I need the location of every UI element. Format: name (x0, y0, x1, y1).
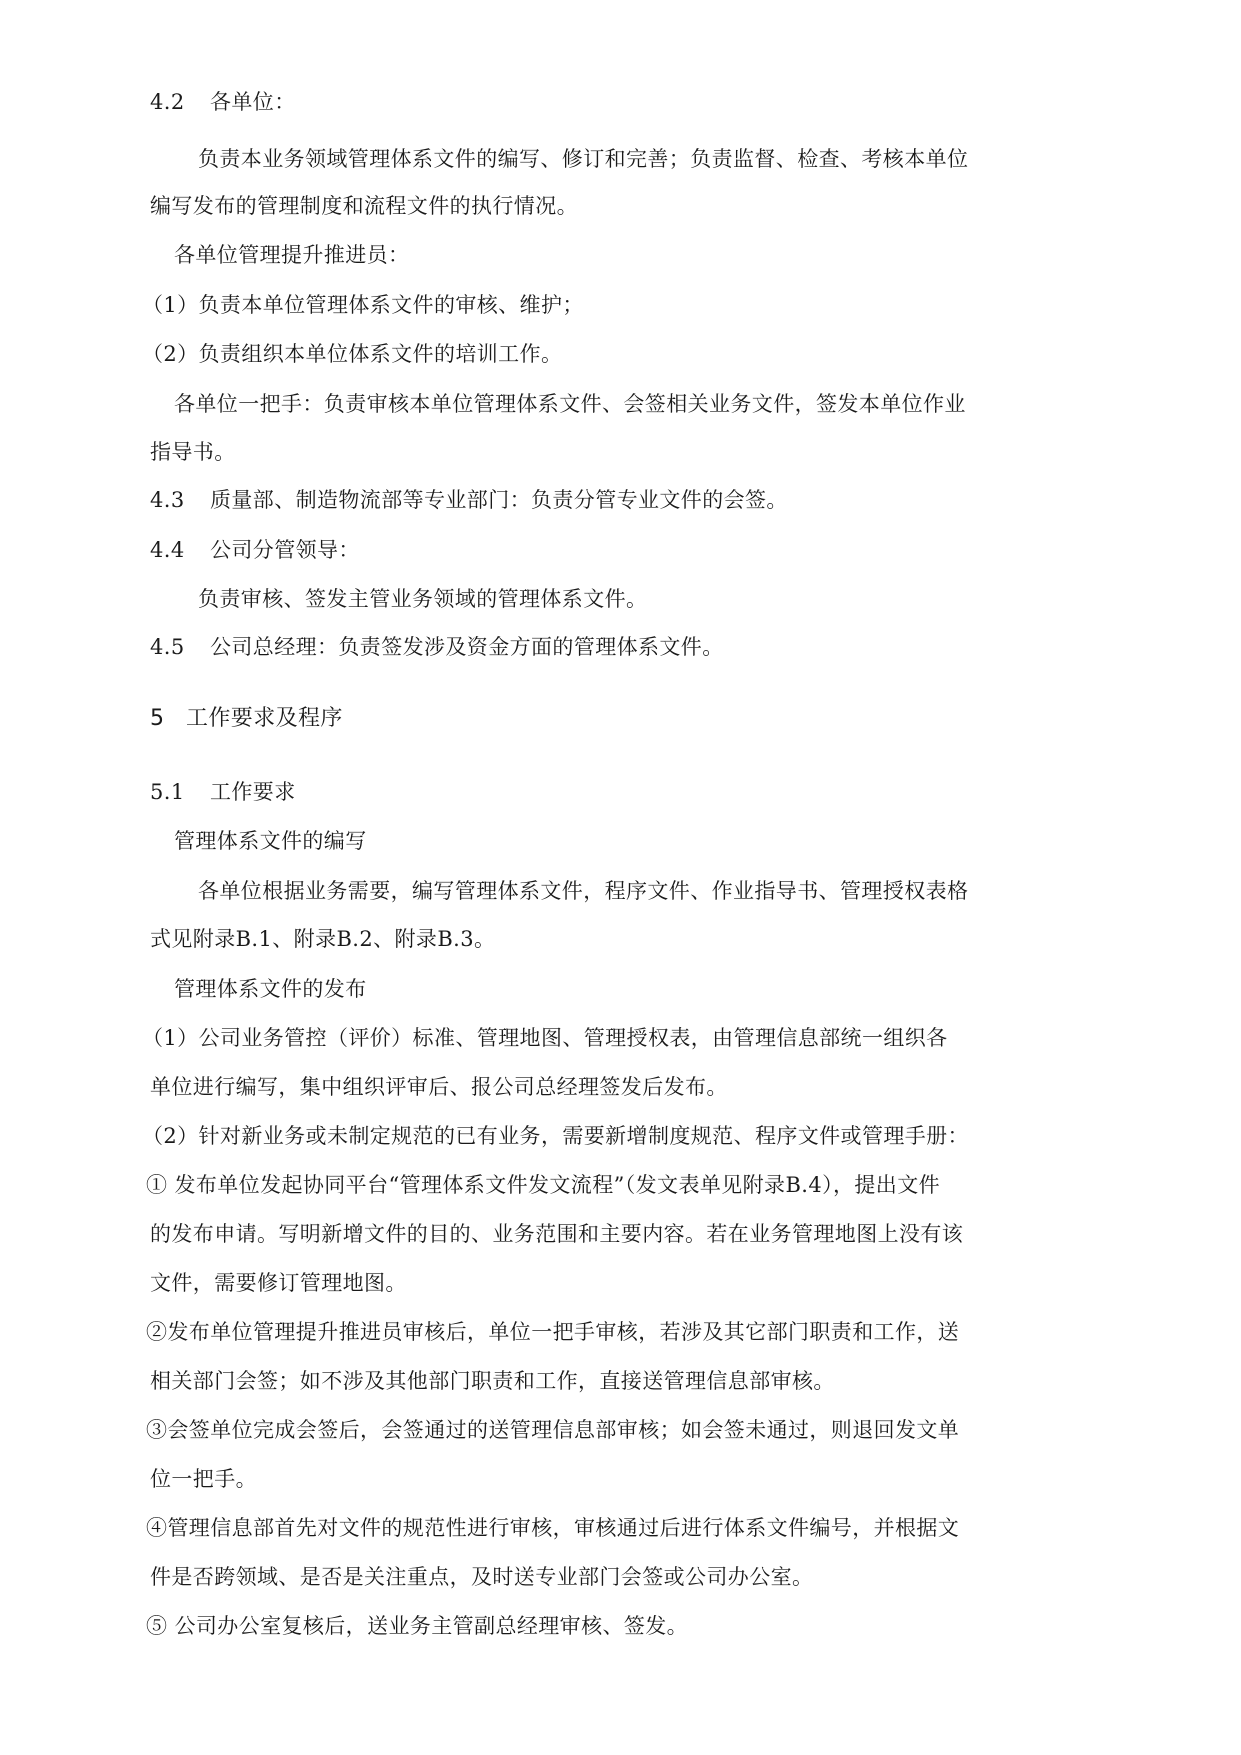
section-4-2-desc-line-2: 编写发布的管理制度和流程文件的执行情况。 (150, 194, 578, 218)
section-4-2-title: 各单位： (210, 90, 296, 114)
section-4-2-number: 4.2 (150, 90, 185, 114)
release-item-1-line-2: 单位进行编写，集中组织评审后、报公司总经理签发后发布。 (150, 1075, 728, 1099)
release-item-2: （2）针对新业务或未制定规范的已有业务，需要新增制度规范、程序文件或管理手册： (142, 1124, 969, 1148)
step-2-line-2: 相关部门会签；如不涉及其他部门职责和工作，直接送管理信息部审核。 (150, 1369, 835, 1393)
unit-head-line-2: 指导书。 (150, 440, 236, 464)
section-4-5-number: 4.5 (150, 635, 185, 659)
step-3-line-2: 位一把手。 (150, 1467, 257, 1491)
release-item-1-line-1: （1）公司业务管控（评价）标准、管理地图、管理授权表，由管理信息部统一组织各 (142, 1026, 948, 1050)
writing-line-2: 式见附录B.1、附录B.2、附录B.3。 (150, 927, 496, 951)
section-4-3-text: 质量部、制造物流部等专业部门：负责分管专业文件的会签。 (210, 488, 788, 512)
step-4-line-1: ④管理信息部首先对文件的规范性进行审核，审核通过后进行体系文件编号，并根据文 (146, 1516, 960, 1540)
step-5: ⑤ 公司办公室复核后，送业务主管副总经理审核、签发。 (146, 1614, 689, 1638)
section-5-1-title: 工作要求 (210, 780, 296, 804)
section-4-4-title: 公司分管领导： (210, 538, 360, 562)
step-3-line-1: ③会签单位完成会签后，会签通过的送管理信息部审核；如会签未通过，则退回发文单 (146, 1418, 960, 1442)
release-title: 管理体系文件的发布 (174, 977, 367, 1001)
section-4-5-text: 公司总经理：负责签发涉及资金方面的管理体系文件。 (210, 635, 724, 659)
unit-head-line-1: 各单位一把手：负责审核本单位管理体系文件、会签相关业务文件，签发本单位作业 (174, 392, 966, 416)
section-4-4-number: 4.4 (150, 538, 185, 562)
step-1-line-3: 文件，需要修订管理地图。 (150, 1271, 407, 1295)
promoter-title: 各单位管理提升推进员： (174, 243, 410, 267)
section-4-4-desc: 负责审核、签发主管业务领域的管理体系文件。 (198, 587, 648, 611)
writing-line-1: 各单位根据业务需要，编写管理体系文件，程序文件、作业指导书、管理授权表格 (198, 879, 969, 903)
promoter-item-1: （1）负责本单位管理体系文件的审核、维护； (142, 293, 584, 317)
step-2-line-1: ②发布单位管理提升推进员审核后，单位一把手审核，若涉及其它部门职责和工作，送 (146, 1320, 960, 1344)
section-4-2-desc-line-1: 负责本业务领域管理体系文件的编写、修订和完善；负责监督、检查、考核本单位 (198, 147, 969, 171)
step-1-line-1: ① 发布单位发起协同平台“管理体系文件发文流程”（发文表单见附录B.4），提出文件 (146, 1173, 941, 1197)
section-4-3-number: 4.3 (150, 488, 185, 512)
step-4-line-2: 件是否跨领域、是否是关注重点，及时送专业部门会签或公司办公室。 (150, 1565, 814, 1589)
writing-title: 管理体系文件的编写 (174, 829, 367, 853)
promoter-item-2: （2）负责组织本单位体系文件的培训工作。 (142, 342, 563, 366)
step-1-line-2: 的发布申请。写明新增文件的目的、业务范围和主要内容。若在业务管理地图上没有该 (150, 1222, 964, 1246)
section-5-1-number: 5.1 (150, 780, 185, 804)
section-5-number: 5 (150, 706, 165, 731)
section-5-title: 工作要求及程序 (186, 706, 343, 731)
